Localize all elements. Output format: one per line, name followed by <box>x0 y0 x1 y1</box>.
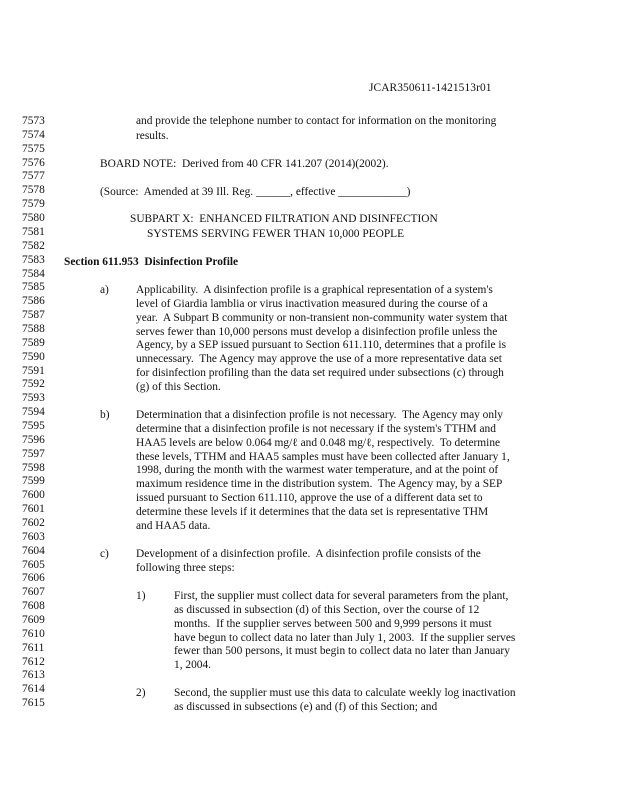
line-number: 7579 <box>22 198 45 211</box>
text-line: fewer than 500 persons, it must begin to collect data no later than January <box>174 645 510 658</box>
line-number: 7607 <box>22 586 45 599</box>
text-line: level of Giardia lamblia or virus inactivation measured during the course of a <box>136 297 488 310</box>
line-number: 7587 <box>22 309 45 321</box>
text-line: maximum residence time in the distribution system. The Agency may, by a SEP <box>136 478 503 491</box>
line-number: 7615 <box>22 697 45 710</box>
subpart-title-line-1: SUBPART X: ENHANCED FILTRATION AND DISINFECTION <box>130 213 438 225</box>
line-number: 7592 <box>22 378 45 391</box>
line-number: 7575 <box>22 142 45 155</box>
text-line: and HAA5 data. <box>136 519 211 532</box>
document-id: JCAR350611-1421513r01 <box>369 82 492 94</box>
subsection-c1-label: 1) <box>136 590 146 602</box>
line-number: 7609 <box>22 614 45 626</box>
text-line: 1, 2004. <box>174 659 212 672</box>
line-number: 7577 <box>22 170 45 183</box>
line-number: 7574 <box>22 128 45 141</box>
text-line: unnecessary. The Agency may approve the use of a more representative data set <box>136 353 502 366</box>
line-number: 7582 <box>22 239 45 252</box>
text-line: Agency, by a SEP issued pursuant to Section 611.110, determines that a profile is <box>136 339 507 352</box>
line-number: 7591 <box>22 364 45 377</box>
text-line: serves fewer than 10,000 persons must develop a disinfection profile unless the <box>136 325 498 338</box>
line-number: 7597 <box>22 447 45 460</box>
line-number: 7605 <box>22 558 45 571</box>
line-number: 7602 <box>22 516 45 529</box>
line-number: 7583 <box>22 253 45 266</box>
line-number: 7613 <box>22 669 45 682</box>
text-line: 1998, during the month with the warmest water temperature, and at the point of <box>136 464 499 477</box>
text-line: Development of a disinfection profile. A disinfection profile consists of the <box>136 548 481 560</box>
line-number: 7598 <box>22 461 45 474</box>
text-line: Determination that a disinfection profile is not necessary. The Agency may only <box>136 409 503 421</box>
line-number: 7581 <box>22 225 45 238</box>
text-line: Applicability. A disinfection profile is a graphical representation of a system's <box>136 284 493 296</box>
subsection-c-label: c) <box>100 548 109 560</box>
line-number: 7596 <box>22 433 45 446</box>
text-line: as discussed in subsections (e) and (f) of this Section; and <box>174 700 438 713</box>
line-number: 7586 <box>22 295 45 308</box>
section-heading: Section 611.953 Disinfection Profile <box>64 256 239 268</box>
text-line: determine these levels if it determines that the data set is representative THM <box>136 506 489 518</box>
line-number: 7601 <box>22 503 45 516</box>
line-number: 7588 <box>22 322 45 335</box>
text-line: as discussed in subsection (d) of this Section, over the course of 12 <box>174 603 480 616</box>
text-line: following three steps: <box>136 561 235 574</box>
source-note: (Source: Amended at 39 Ill. Reg. ______, effective ____________) <box>100 186 411 198</box>
line-number: 7573 <box>22 115 45 127</box>
line-number: 7614 <box>22 683 45 696</box>
line-number: 7612 <box>22 655 45 668</box>
text-line: these levels, TTHM and HAA5 samples must have been collected after January 1, <box>136 450 510 463</box>
text-line: months. If the supplier serves between 500 and 9,999 persons it must <box>174 617 492 630</box>
line-number: 7584 <box>22 267 45 280</box>
line-number: 7600 <box>22 489 45 502</box>
text-line: for disinfection profiling than the data set required under subsections (c) through <box>136 367 504 380</box>
line-number: 7603 <box>22 530 45 543</box>
line-number: 7590 <box>22 350 45 363</box>
board-note: BOARD NOTE: Derived from 40 CFR 141.207 (2014)(2002). <box>100 158 389 170</box>
text-line: First, the supplier must collect data for several parameters from the plant, <box>174 590 509 602</box>
line-number: 7606 <box>22 572 45 585</box>
line-number: 7593 <box>22 392 45 405</box>
line-number: 7610 <box>22 627 45 640</box>
line-number: 7594 <box>22 406 45 419</box>
text-line: have begun to collect data no later than July 1, 2003. If the supplier serves <box>174 631 516 644</box>
text-line: Second, the supplier must use this data to calculate weekly log inactivation <box>174 687 516 699</box>
line-number: 7580 <box>22 212 45 224</box>
text-line: year. A Subpart B community or non-transient non-community water system that <box>136 311 508 324</box>
subpart-title-line-2: SYSTEMS SERVING FEWER THAN 10,000 PEOPLE <box>147 228 405 240</box>
line-number: 7585 <box>22 281 45 294</box>
line-number: 7595 <box>22 419 45 432</box>
line-number: 7611 <box>22 641 45 654</box>
line-number: 7608 <box>22 600 45 613</box>
subsection-b-label: b) <box>100 409 110 421</box>
body-line-7573: and provide the telephone number to contact for information on the monitoring <box>136 115 497 127</box>
line-number: 7599 <box>22 475 45 488</box>
subsection-c2-label: 2) <box>136 687 146 699</box>
line-number: 7578 <box>22 184 45 197</box>
line-number: 7604 <box>22 544 45 557</box>
line-number: 7589 <box>22 336 45 349</box>
text-line: HAA5 levels are below 0.064 mg/ℓ and 0.048 mg/ℓ, respectively. To determine <box>136 436 501 449</box>
body-line-7574: results. <box>136 130 169 142</box>
text-line: determine that a disinfection profile is not necessary if the system's TTHM and <box>136 422 496 435</box>
text-line: issued pursuant to Section 611.110, approve the use of a different data set to <box>136 492 483 505</box>
text-line: (g) of this Section. <box>136 381 221 393</box>
subsection-a-label: a) <box>100 284 109 296</box>
line-number: 7576 <box>22 156 45 169</box>
